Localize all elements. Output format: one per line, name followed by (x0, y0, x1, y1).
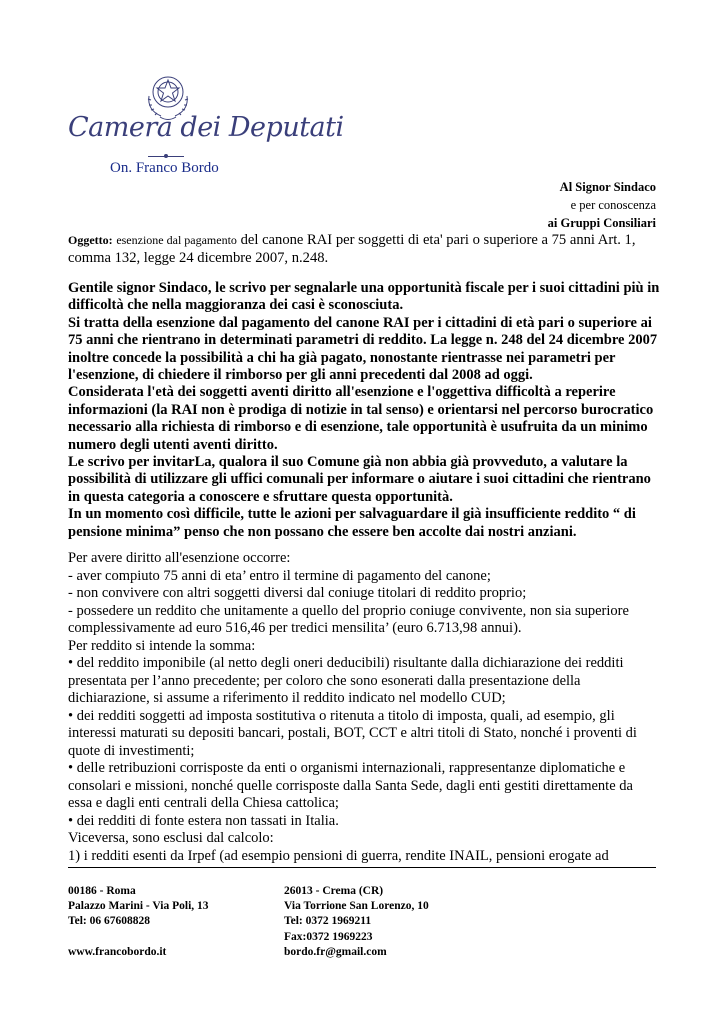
recipient-mayor: Al Signor Sindaco (559, 180, 656, 194)
footer-crema-fax: Fax:0372 1969223 (284, 930, 373, 943)
subject-text: del canone RAI per soggetti di eta' pari o superiore a 75 anni Art. 1, comma 132, legge 24 dicembre 2007, n.248. (68, 232, 636, 266)
subject-text-small: esenzione dal pagamento (116, 233, 237, 247)
requirements-paragraph: • del reddito imponibile (al netto degli oneri deducibili) risultante dalla dichiarazione dei redditi presentata per l’anno precedente; per coloro che sono esonerati dalla presentazione della dichiarazione, si assume a riferimento il reddito indicato nel modello CUD; (68, 655, 624, 706)
footer-rome-address: Palazzo Marini - Via Poli, 13 (68, 900, 209, 913)
footer-email-link[interactable]: bordo.fr@gmail.com (284, 945, 387, 958)
footer-rome-office (68, 884, 209, 960)
subject-label: Oggetto: (68, 233, 113, 247)
body-paragraph: Si tratta della esenzione dal pagamento del canone RAI per i cittadini di età pari o superiore ai 75 anni che rientrano in determinati parametri di reddito. La legge n. 248 del 24 dicembre 2007 inoltre concede la possibilità a chi ha già pagato, nonostante rientrasse nei parametri per l'esenzione, di chiedere il rimborso per gli anni precedenti dal 2008 ad oggi. (68, 314, 658, 384)
requirements-paragraph: • dei redditi soggetti ad imposta sostitutiva o ritenuta a titolo di imposta, quali, ad esempio, gli interessi maturati su depositi bancari, postali, BOT, CCT e altri titoli di Stato, nonché i proventi di quote di investimenti; (68, 707, 637, 759)
body-paragraph: Considerata l'età dei soggetti aventi diritto all'esenzione e l'oggettiva difficoltà a reperire informazioni (la RAI non è prodiga di notizie in tal senso) e orientarsi nel percorso burocratico necessario alla richiesta di rimborso e di esenzione, tale opportunità è usufruita da un minimo numero degli utenti aventi diritto. (68, 384, 654, 453)
requirements-paragraph: Per avere diritto all'esenzione occorre: (68, 550, 291, 566)
letter-body-bold (68, 280, 660, 541)
footer-website-link[interactable]: www.francobordo.it (68, 945, 167, 958)
body-paragraph: In un momento così difficile, tutte le azioni per salvaguardare il già insufficiente reddito “ di pensione minima” penso che non possano che essere ben accolte dai nostri anziani. (68, 506, 636, 540)
footer-divider (68, 867, 656, 868)
footer-crema-address: Via Torrione San Lorenzo, 10 (284, 900, 429, 913)
body-paragraph: Le scrivo per invitarLa, qualora il suo Comune già non abbia già provveduto, a valutare la possibilità di utilizzare gli uffici comunali per informare o aiutare i suoi cittadini che rientrano in questa categoria a conoscere e sfruttare questa opportunità. (68, 454, 651, 505)
footer-crema-phone: Tel: 0372 1969211 (284, 915, 372, 928)
recipients-block (548, 178, 656, 232)
footer-crema-city: 26013 - Crema (CR) (284, 885, 384, 897)
subject-line (68, 232, 658, 267)
body-paragraph: Gentile signor Sindaco, le scrivo per segnalarle una opportunità fiscale per i suoi cittadini più in difficoltà che nella maggioranza dei casi è sconosciuta. (68, 280, 660, 314)
requirements-paragraph: - possedere un reddito che unitamente a quello del proprio coniuge convivente, non sia superiore complessivamente ad euro 516,46 per tredici mensilita’ (euro 6.713,98 annui). (68, 602, 629, 636)
institution-logo: Camera dei Deputati (68, 112, 344, 143)
requirements-paragraph: - non convivere con altri soggetti diversi dal coniuge titolari di reddito proprio; (68, 585, 527, 601)
footer-spacer (68, 930, 209, 945)
letter-body-requirements (68, 550, 660, 865)
recipient-cc-label: e per conoscenza (570, 198, 656, 212)
requirements-paragraph: 1) i redditi esenti da Irpef (ad esempio pensioni di guerra, rendite INAIL, pensioni erogate ad (68, 847, 609, 864)
requirements-paragraph: Viceversa, sono esclusi dal calcolo: (68, 830, 274, 846)
footer-crema-office (284, 884, 429, 960)
recipient-groups: ai Gruppi Consiliari (547, 216, 656, 230)
requirements-paragraph: • delle retribuzioni corrisposte da enti o organismi internazionali, rappresentanze diplomatiche e consolari e missioni, nonché quelle corrisposte dalla Santa Sede, dagli enti gestiti direttamente da essa e dagli enti centrali della Chiesa cattolica; (68, 760, 633, 811)
footer-rome-city: 00186 - Roma (68, 885, 136, 897)
footer-rome-phone: Tel: 06 67608828 (68, 915, 150, 928)
requirements-paragraph: - aver compiuto 75 anni di eta’ entro il termine di pagamento del canone; (68, 567, 491, 584)
requirements-paragraph: • dei redditi di fonte estera non tassati in Italia. (68, 812, 339, 829)
logo-divider-dot (164, 154, 168, 158)
sender-name: On. Franco Bordo (110, 160, 219, 176)
requirements-paragraph: Per reddito si intende la somma: (68, 637, 256, 654)
